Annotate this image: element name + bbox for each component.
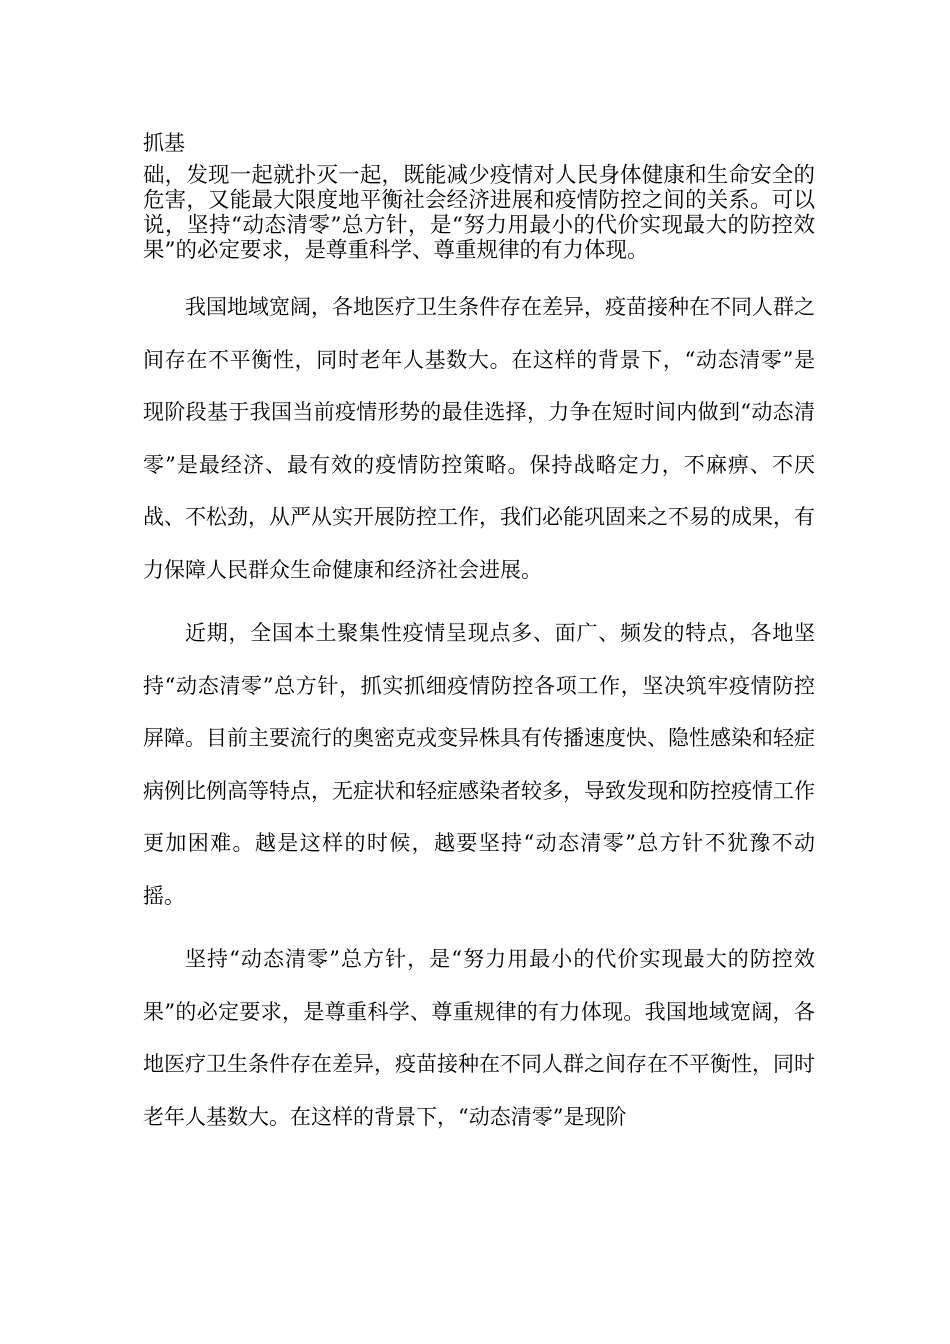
paragraph-3: 坚持“动态清零”总方针，是“努力用最小的代价实现最大的防控效果”的必定要求，是尊重科学、尊重规律的有力体现。我国地域宽阔，各地医疗卫生条件存在差异，疫苗接种在不同人群之间存在不平衡性，同时老年人基数大。在这样的背景下，“动态清零”是现阶: [143, 947, 815, 1129]
paragraph-2: 近期，全国本土聚集性疫情呈现点多、面广、频发的特点，各地坚持“动态清零”总方针，抓实抓细疫情防控各项工作，坚决筑牢疫情防控屏障。目前主要流行的奥密克戎变异株具有传播速度快、隐性感染和轻症病例比例高等特点，无症状和轻症感染者较多，导致发现和防控疫情工作更加困难。越是这样的时候，越要坚持“动态清零”总方针不犹豫不动摇。: [143, 621, 815, 908]
dense-paragraph: 础，发现一起就扑灭一起，既能减少疫情对人民身体健康和生命安全的危害，又能最大限度地平衡社会经济进展和疫情防控之间的关系。可以说，坚持“动态清零”总方针，是“努力用最小的代价实现最大的防控效果”的必定要求，是尊重科学、尊重规律的有力体现。: [143, 163, 815, 263]
body-paragraphs: [143, 281, 815, 1154]
paragraph-1: 我国地域宽阔，各地医疗卫生条件存在差异，疫苗接种在不同人群之间存在不平衡性，同时老年人基数大。在这样的背景下，“动态清零”是现阶段基于我国当前疫情形势的最佳选择，力争在短时间内做到“动态清零”是最经济、最有效的疫情防控策略。保持战略定力，不麻痹、不厌战、不松劲，从严从实开展防控工作，我们必能巩固来之不易的成果，有力保障人民群众生命健康和经济社会进展。: [143, 295, 815, 582]
text-fragment: 抓基: [143, 131, 185, 155]
